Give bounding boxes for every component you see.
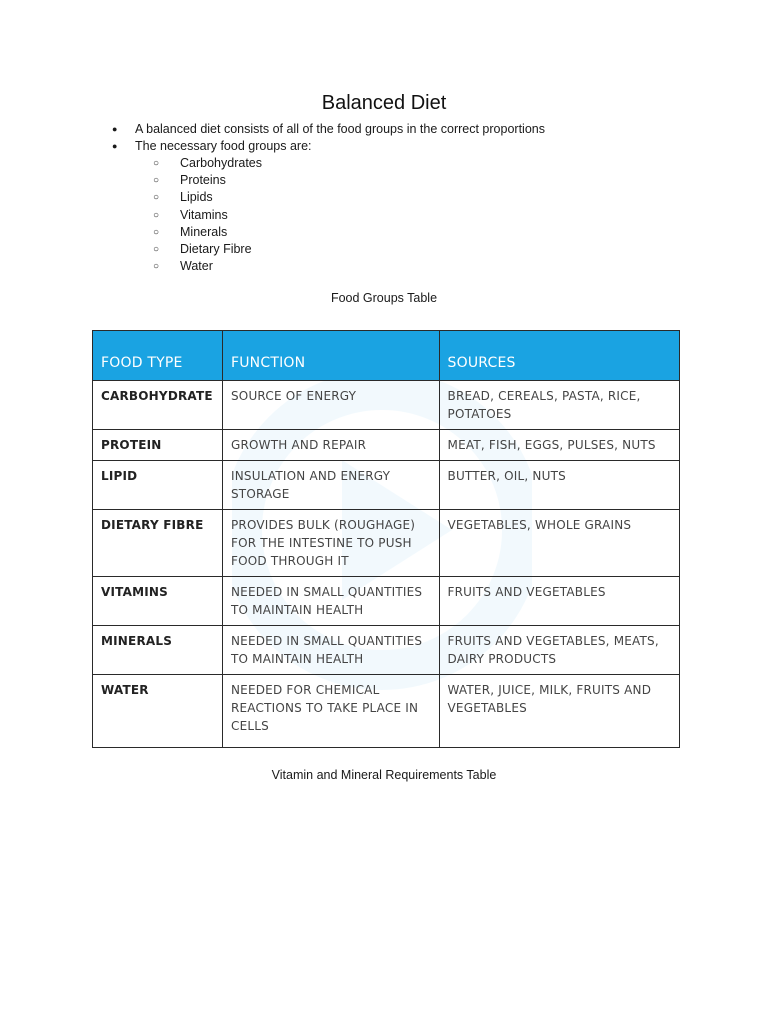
cell-sources: BUTTER, OIL, NUTS (439, 461, 679, 510)
table-header-row (93, 331, 680, 381)
food-group-item: ○ Vitamins (135, 207, 545, 224)
cell-function: GROWTH AND REPAIR (222, 430, 439, 461)
bullet-list (112, 121, 545, 275)
food-group-item: ○ Carbohydrates (135, 155, 545, 172)
cell-food-type: DIETARY FIBRE (93, 510, 223, 577)
header-sources: SOURCES (439, 331, 679, 381)
cell-food-type: VITAMINS (93, 577, 223, 626)
bullet-item: ● A balanced diet consists of all of the food groups in the correct proportions (112, 121, 545, 138)
cell-function: PROVIDES BULK (ROUGHAGE) FOR THE INTESTINE TO PUSH FOOD THROUGH IT (222, 510, 439, 577)
cell-sources: MEAT, FISH, EGGS, PULSES, NUTS (439, 430, 679, 461)
cell-function: INSULATION AND ENERGY STORAGE (222, 461, 439, 510)
bullet-text: The necessary food groups are: (135, 139, 312, 153)
table-row (93, 461, 680, 510)
cell-food-type: WATER (93, 675, 223, 748)
table-row (93, 675, 680, 748)
footer-caption: Vitamin and Mineral Requirements Table (271, 768, 497, 782)
cell-food-type: CARBOHYDRATE (93, 381, 223, 430)
food-group-item: ○ Minerals (135, 224, 545, 241)
cell-function: SOURCE OF ENERGY (222, 381, 439, 430)
bullet-item (112, 138, 545, 275)
cell-food-type: PROTEIN (93, 430, 223, 461)
cell-sources: FRUITS AND VEGETABLES (439, 577, 679, 626)
table-row (93, 510, 680, 577)
food-group-list (135, 155, 545, 275)
page-title: Balanced Diet (321, 92, 447, 114)
cell-sources: WATER, JUICE, MILK, FRUITS AND VEGETABLES (439, 675, 679, 748)
food-group-item: ○ Lipids (135, 189, 545, 206)
header-food-type: FOOD TYPE (93, 331, 223, 381)
table-row (93, 430, 680, 461)
table-row (93, 381, 680, 430)
cell-function: NEEDED IN SMALL QUANTITIES TO MAINTAIN HEALTH (222, 577, 439, 626)
cell-sources: FRUITS AND VEGETABLES, MEATS, DAIRY PRODUCTS (439, 626, 679, 675)
cell-function: NEEDED IN SMALL QUANTITIES TO MAINTAIN HEALTH (222, 626, 439, 675)
table-row (93, 626, 680, 675)
cell-sources: VEGETABLES, WHOLE GRAINS (439, 510, 679, 577)
food-groups-table-container (92, 330, 680, 745)
cell-food-type: MINERALS (93, 626, 223, 675)
food-group-item: ○ Dietary Fibre (135, 241, 545, 258)
cell-function: NEEDED FOR CHEMICAL REACTIONS TO TAKE PLACE IN CELLS (222, 675, 439, 748)
cell-food-type: LIPID (93, 461, 223, 510)
food-groups-table (92, 330, 680, 748)
header-function: FUNCTION (222, 331, 439, 381)
cell-sources: BREAD, CEREALS, PASTA, RICE, POTATOES (439, 381, 679, 430)
food-group-item: ○ Water (135, 258, 545, 275)
table-row (93, 577, 680, 626)
table-caption: Food Groups Table (330, 291, 438, 305)
food-group-item: ○ Proteins (135, 172, 545, 189)
